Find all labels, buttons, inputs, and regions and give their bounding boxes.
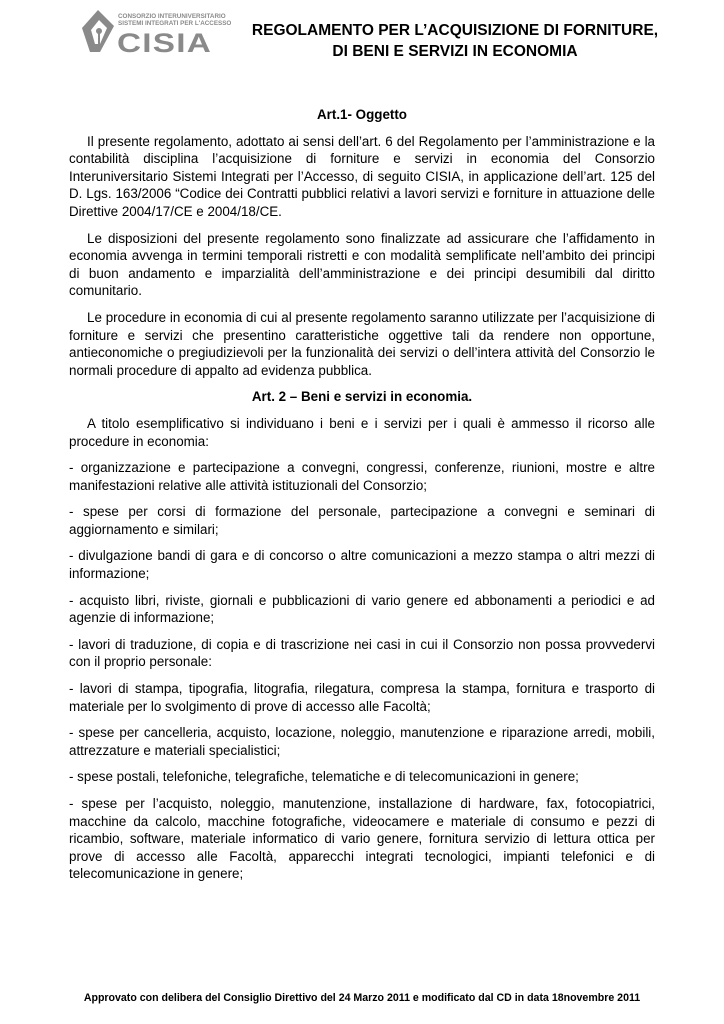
art2-heading: Art. 2 – Beni e servizi in economia. <box>251 389 473 405</box>
list-item: - divulgazione bandi di gara e di concorso o altre comunicazioni a mezzo stampa o altri mezzi di informazione; <box>69 548 655 582</box>
logo-line1: CONSORZIO INTERUNIVERSITARIO <box>118 13 226 20</box>
list-item: - spese per corsi di formazione del personale, partecipazione a convegni e seminari di aggiornamento e similari; <box>69 504 655 537</box>
list-item: - spese per cancelleria, acquisto, locazione, noleggio, manutenzione e riparazione arredi, mobili, attrezzature e materiali specialistici; <box>69 725 655 758</box>
pen-nib-logo-icon <box>76 6 232 58</box>
logo-wordmark: CISIA <box>117 28 212 58</box>
cisia-logo <box>76 6 232 58</box>
list-item: - spese postali, telefoniche, telegrafiche, telematiche e di telecomunicazioni in genere; <box>69 769 579 785</box>
list-item: - spese per l’acquisto, noleggio, manutenzione, installazione di hardware, fax, fotocopiatrici, macchine da calcolo, macchine fotografiche, videocamere e materiale di consumo e pezzi di ricambio, software, materiale informatico di vario genere, fornitura servizio di lettura ottica per prove di accesso alle Facoltà, apparecchi integrati tecnologici, impianti telefonici e di telecomunicazione in genere; <box>69 796 655 882</box>
document-title <box>240 20 670 62</box>
list-item: - acquisto libri, riviste, giornali e pubblicazioni di vario genere ed abbonamenti a periodici e ad agenzie di informazione; <box>69 592 655 626</box>
art1-paragraph-3: Le procedure in economia di cui al presente regolamento saranno utilizzate per l’acquisizione di forniture e servizi che presentino caratteristiche oggettive tali da rendere non opportune, antieconomiche o pregiudizievoli per la funzionalità dei servizi o dell’intera attività del Consorzio le normali procedure di appalto ad evidenza pubblica. <box>69 309 655 378</box>
list-item: - lavori di traduzione, di copia e di trascrizione nei casi in cui il Consorzio non possa provvedervi con il proprio personale: <box>69 636 655 670</box>
art1-heading: Art.1- Oggetto <box>316 107 407 122</box>
logo-line2: SISTEMI INTEGRATI PER L'ACCESSO <box>118 20 232 27</box>
art2-intro: A titolo esemplificativo si individuano i beni e i servizi per i quali è ammesso il ricorso alle procedure in economia: <box>69 415 655 449</box>
document-title-line2: DI BENI E SERVIZI IN ECONOMIA <box>332 43 578 60</box>
art1-paragraph-2: Le disposizioni del presente regolamento sono finalizzate ad assicurare che l’affidamento in economia avvenga in termini temporali ristretti e con modalità semplificate nell’ambito dei principi di buon andamento e imparzialità dell’amministrazione e dei principi desumibili dal diritto comunitario. <box>69 230 655 299</box>
list-item: - organizzazione e partecipazione a convegni, congressi, conferenze, riunioni, mostre e altre manifestazioni relative alle attività istituzionali del Consorzio; <box>69 460 655 493</box>
list-item: - lavori di stampa, tipografia, litografia, rilegatura, compresa la stampa, fornitura e trasporto di materiale per lo svolgimento di prove di accesso alle Facoltà; <box>69 681 655 714</box>
document-body <box>69 106 655 892</box>
footer-note: Approvato con delibera del Consiglio Direttivo del 24 Marzo 2011 e modificato dal CD in data 18novembre 2011 <box>83 992 641 1004</box>
document-title-line1: REGOLAMENTO PER L’ACQUISIZIONE DI FORNITURE, <box>251 22 659 39</box>
art1-paragraph-1: Il presente regolamento, adottato ai sensi dell’art. 6 del Regolamento per l’amministrazione e la contabilità disciplina l’acquisizione di forniture e servizi in economia del Consorzio Interuniversitario Sistemi Integrati per l’Accesso, di seguito CISIA, in applicazione dell’art. 125 del D. Lgs. 163/2006 “Codice dei Contratti pubblici relativi a lavori servizi e forniture in attuazione delle Direttive 2004/17/CE e 2004/18/CE. <box>69 133 655 219</box>
